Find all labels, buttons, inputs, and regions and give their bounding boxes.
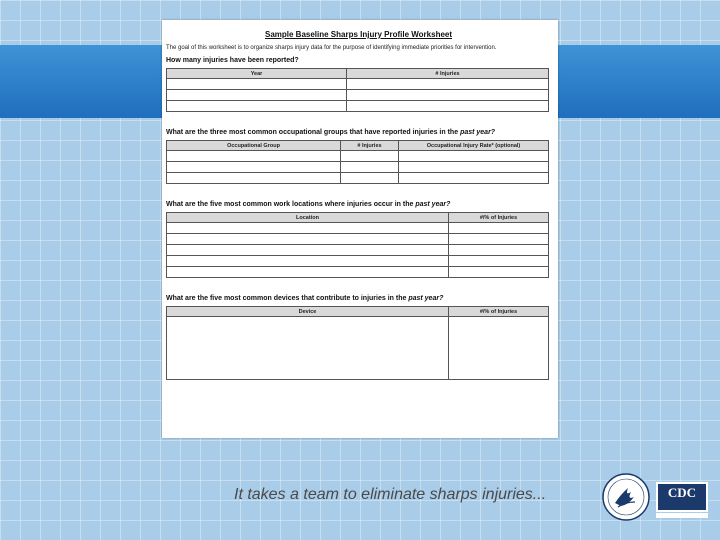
table-row xyxy=(167,267,549,278)
question-1: How many injuries have been reported? xyxy=(166,57,299,64)
table-cell[interactable] xyxy=(341,151,399,162)
cdc-logo: CDC xyxy=(656,482,708,512)
col-percent-injuries: #/% of Injuries xyxy=(449,307,549,317)
question-3-emphasis: past year? xyxy=(415,201,451,208)
col-injuries: # Injuries xyxy=(347,69,549,79)
col-device: Device xyxy=(167,307,449,317)
table-row xyxy=(167,256,549,267)
devices-table xyxy=(166,306,549,380)
table-row xyxy=(167,317,549,380)
table-row xyxy=(167,162,549,173)
worksheet-page xyxy=(162,20,558,438)
table-cell[interactable] xyxy=(167,223,449,234)
table-cell[interactable] xyxy=(167,90,347,101)
table-row xyxy=(167,79,549,90)
table-cell[interactable] xyxy=(167,151,341,162)
locations-table xyxy=(166,212,549,278)
table-cell[interactable] xyxy=(399,162,549,173)
table-cell[interactable] xyxy=(341,162,399,173)
col-occupational-group: Occupational Group xyxy=(167,141,341,151)
table-cell[interactable] xyxy=(449,234,549,245)
table-cell[interactable] xyxy=(167,234,449,245)
table-row xyxy=(167,223,549,234)
table-cell[interactable] xyxy=(449,267,549,278)
table-row xyxy=(167,234,549,245)
table-cell[interactable] xyxy=(399,173,549,184)
question-3-text: What are the five most common work locations where injuries occur in the xyxy=(166,201,414,208)
table-row xyxy=(167,151,549,162)
table-cell[interactable] xyxy=(167,79,347,90)
table-cell[interactable] xyxy=(347,90,549,101)
table-cell[interactable] xyxy=(167,162,341,173)
table-cell[interactable] xyxy=(449,245,549,256)
table-cell[interactable] xyxy=(347,101,549,112)
slide-caption: It takes a team to eliminate sharps injuries... xyxy=(234,486,547,503)
question-2-text: What are the three most common occupational groups that have reported injuries in the xyxy=(166,129,459,136)
col-percent-injuries: #/% of Injuries xyxy=(449,213,549,223)
question-4-text: What are the five most common devices that contribute to injuries in the xyxy=(166,295,407,302)
question-3 xyxy=(166,200,551,209)
worksheet-title: Sample Baseline Sharps Injury Profile Worksheet xyxy=(264,30,453,39)
table-cell[interactable] xyxy=(449,256,549,267)
table-cell[interactable] xyxy=(167,256,449,267)
col-location: Location xyxy=(167,213,449,223)
table-cell[interactable] xyxy=(167,267,449,278)
question-4-emphasis: past year? xyxy=(408,295,444,302)
table-cell[interactable] xyxy=(167,173,341,184)
table-cell[interactable] xyxy=(399,151,549,162)
table-row xyxy=(167,173,549,184)
question-2-emphasis: past year? xyxy=(460,129,496,136)
table-row xyxy=(167,101,549,112)
table-row xyxy=(167,90,549,101)
table-cell[interactable] xyxy=(449,317,549,380)
occupational-groups-table xyxy=(166,140,549,184)
table-cell[interactable] xyxy=(347,79,549,90)
table-cell[interactable] xyxy=(167,245,449,256)
table-cell[interactable] xyxy=(341,173,399,184)
question-4 xyxy=(166,294,551,303)
table-cell[interactable] xyxy=(167,101,347,112)
table-cell[interactable] xyxy=(449,223,549,234)
hhs-eagle-seal-icon xyxy=(601,472,651,522)
worksheet-intro: The goal of this worksheet is to organize sharps injury data for the purpose of identifying immediate priorities for intervention. xyxy=(166,45,497,51)
question-2 xyxy=(166,128,551,137)
col-injury-rate: Occupational Injury Rate* (optional) xyxy=(399,141,549,151)
table-row xyxy=(167,245,549,256)
table-cell[interactable] xyxy=(167,317,449,380)
col-injuries: # Injuries xyxy=(341,141,399,151)
col-year: Year xyxy=(167,69,347,79)
cdc-logo-tagline-bar xyxy=(656,513,708,518)
injuries-table xyxy=(166,68,549,112)
